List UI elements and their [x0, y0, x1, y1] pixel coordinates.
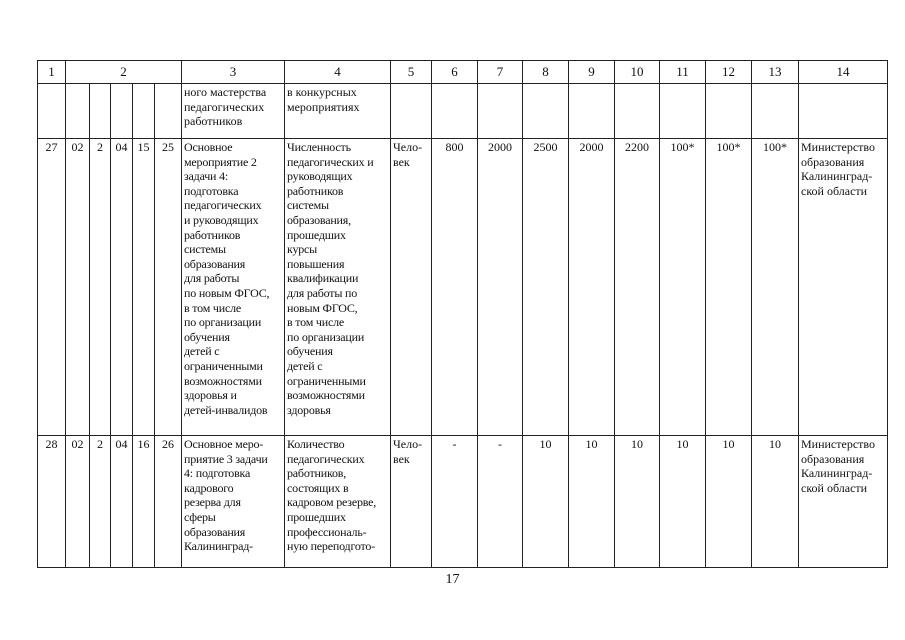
value-cell: 2000	[569, 139, 615, 436]
header-cell: 8	[523, 61, 569, 84]
value-cell: 10	[660, 436, 706, 568]
header-cell: 1	[38, 61, 66, 84]
header-cell: 6	[432, 61, 478, 84]
value-cell: 10	[752, 436, 799, 568]
empty-cell	[133, 84, 155, 139]
page-number: 17	[445, 572, 460, 587]
code-cell: 02	[66, 139, 90, 436]
header-cell: 10	[615, 61, 660, 84]
unit-cell: Чело- век	[391, 436, 432, 568]
value-cell: -	[478, 436, 523, 568]
header-cell: 12	[706, 61, 752, 84]
code-cell: 04	[111, 139, 133, 436]
empty-cell	[90, 84, 111, 139]
empty-cell	[660, 84, 706, 139]
row-number-cell: 28	[38, 436, 66, 568]
value-cell: 100*	[706, 139, 752, 436]
empty-cell	[799, 84, 888, 139]
row-number-cell: 27	[38, 139, 66, 436]
value-cell: 10	[569, 436, 615, 568]
empty-cell	[569, 84, 615, 139]
empty-cell	[38, 84, 66, 139]
header-cell: 3	[182, 61, 285, 84]
indicator-cell: Количество педагогических работников, состоящих в кадровом резерве, прошедших профессиональ- ную переподгото-	[285, 436, 391, 568]
header-row	[38, 61, 888, 84]
indicator-cell: Численность педагогических и руководящих работников системы образования, прошедших курсы повышения квалификации для работы по новым ФГОС, в том числе по организации обучения детей с ограниченными возможностями здоровья	[285, 139, 391, 436]
data-table	[37, 60, 888, 568]
empty-cell	[432, 84, 478, 139]
header-cell: 4	[285, 61, 391, 84]
value-cell: 800	[432, 139, 478, 436]
header-cell: 5	[391, 61, 432, 84]
empty-cell	[523, 84, 569, 139]
code-cell: 25	[155, 139, 182, 436]
code-cell: 15	[133, 139, 155, 436]
unit-cell: Чело- век	[391, 139, 432, 436]
code-cell: 04	[111, 436, 133, 568]
code-cell: 02	[66, 436, 90, 568]
value-cell: 10	[523, 436, 569, 568]
value-cell: -	[432, 436, 478, 568]
value-cell: 2200	[615, 139, 660, 436]
table-row	[38, 139, 888, 436]
table-row	[38, 436, 888, 568]
empty-cell	[615, 84, 660, 139]
measure-cell: Основное мероприятие 2 задачи 4: подготовка педагогических и руководящих работников системы образования для работы по новым ФГОС, в том числе по организации обучения детей с ограниченными возможностями здоровья и детей-инвалидов	[182, 139, 285, 436]
code-cell: 16	[133, 436, 155, 568]
header-cell: 9	[569, 61, 615, 84]
executor-cell: Министерство образования Калининград- ской области	[799, 139, 888, 436]
empty-cell	[155, 84, 182, 139]
header-cell: 11	[660, 61, 706, 84]
value-cell: 100*	[660, 139, 706, 436]
empty-cell	[706, 84, 752, 139]
header-cell: 7	[478, 61, 523, 84]
empty-cell	[66, 84, 90, 139]
measure-cell: Основное меро- приятие 3 задачи 4: подготовка кадрового резерва для сферы образования Калининград-	[182, 436, 285, 568]
measure-cell: ного мастерства педагогических работников	[182, 84, 285, 139]
empty-cell	[478, 84, 523, 139]
header-cell: 14	[799, 61, 888, 84]
value-cell: 10	[706, 436, 752, 568]
value-cell: 10	[615, 436, 660, 568]
empty-cell	[391, 84, 432, 139]
value-cell: 2000	[478, 139, 523, 436]
header-cell: 13	[752, 61, 799, 84]
empty-cell	[752, 84, 799, 139]
code-cell: 2	[90, 139, 111, 436]
empty-cell	[111, 84, 133, 139]
header-cell: 2	[66, 61, 182, 84]
code-cell: 2	[90, 436, 111, 568]
value-cell: 2500	[523, 139, 569, 436]
executor-cell: Министерство образования Калининград- ской области	[799, 436, 888, 568]
code-cell: 26	[155, 436, 182, 568]
continuation-row	[38, 84, 888, 139]
value-cell: 100*	[752, 139, 799, 436]
indicator-cell: в конкурсных мероприятиях	[285, 84, 391, 139]
